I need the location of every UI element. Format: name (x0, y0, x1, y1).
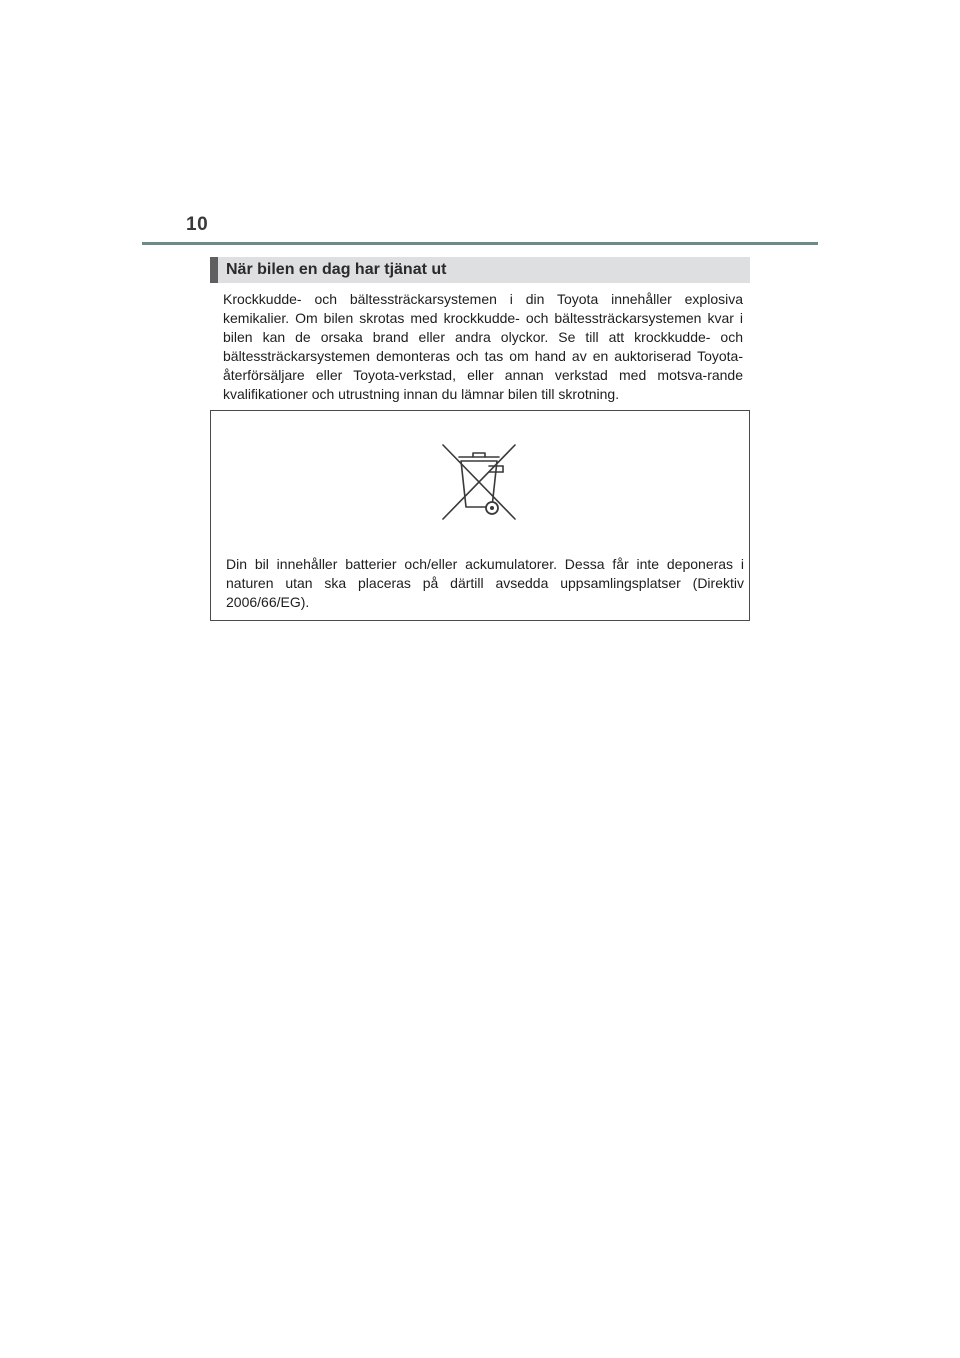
section-heading (210, 257, 750, 283)
battery-disposal-notice (210, 410, 750, 621)
body-paragraph: Krockkudde- och bältessträckarsystemen i din Toyota innehåller explosiva kemikalier. Om bilen skrotas med krockkudde- och bältessträckarsystemen kvar i bilen kan de orsaka brand eller andra olyckor. Se till att krockkudde- och bältessträckarsystemen demonteras och tas om hand av en auktoriserad Toyota-återförsäljare eller Toyota-verkstad, eller annan verkstad med motsva-rande kvalifikationer och utrustning innan du lämnar bilen till skrotning. (223, 291, 743, 402)
notice-text: Din bil innehåller batterier och/eller ackumulatorer. Dessa får inte deponeras i naturen utan ska placeras på därtill avsedda uppsamlingsplatser (Direktiv 2006/66/EG). (226, 556, 744, 610)
section-heading-text: När bilen en dag har tjänat ut (226, 261, 447, 278)
page-number: 10 (186, 214, 209, 235)
crossed-out-wheelie-bin-icon (439, 441, 519, 523)
header-rule (142, 242, 818, 245)
